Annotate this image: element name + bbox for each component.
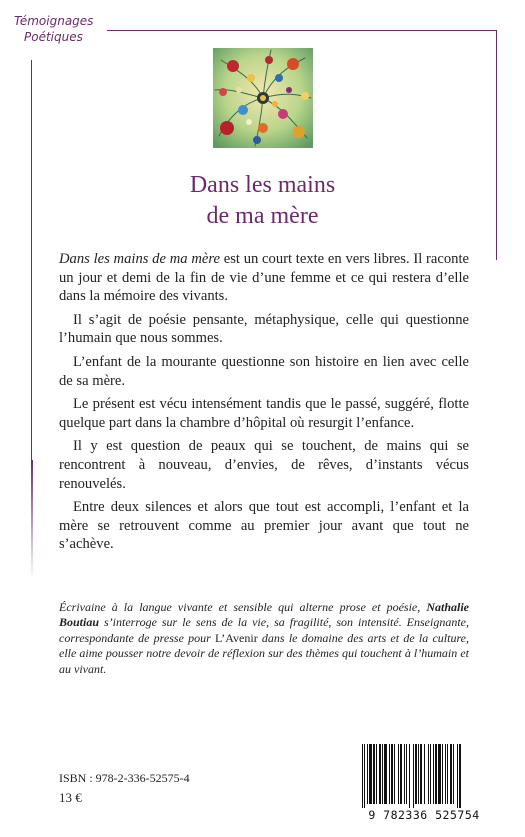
book-title	[0, 170, 525, 232]
barcode-bar	[389, 744, 390, 804]
author-name: Nathalie Boutiau	[59, 600, 469, 630]
barcode-bar	[413, 744, 414, 808]
collection-line-1: Témoignages	[14, 14, 94, 28]
barcode-bar	[457, 744, 458, 808]
book-title-line-1: Dans les mains	[189, 172, 336, 198]
barcode	[354, 742, 494, 824]
author-bio-part-1: Écrivaine à la langue vivante et sensible qui alterne prose et poésie,	[59, 600, 427, 614]
blurb-paragraph-4: Le présent est vécu intensément tandis que le passé, suggéré, flotte quelque part dans la chambre d’hôpital où resurgit l’enfance.	[59, 396, 469, 431]
blurb-paragraph-1-text: est un court texte en vers libres. Il raconte un jour et demi de la fin de vie d’une femme et ce qui restera d’elle dans la mémoire des vivants.	[59, 251, 469, 305]
barcode-bar	[420, 744, 422, 804]
barcode-bar	[459, 744, 461, 808]
book-title-line-2: de ma mère	[206, 203, 319, 229]
blurb-paragraph-3: L’enfant de la mourante questionne son histoire en lien avec celle de sa mère.	[59, 353, 469, 389]
barcode-bar	[362, 744, 363, 808]
barcode-bar	[400, 744, 402, 804]
barcode-bar	[398, 744, 399, 804]
barcode-bar	[433, 744, 434, 804]
barcode-bars	[354, 742, 494, 808]
barcode-bar	[384, 744, 387, 804]
author-bio	[59, 600, 469, 677]
barcode-bar	[435, 744, 437, 804]
blurb-paragraph-2: Il s’agit de poésie pensante, métaphysique, celle qui questionne l’humain que nous sommes.	[59, 311, 469, 347]
collection-name	[14, 13, 108, 45]
barcode-bar	[373, 744, 375, 804]
cover-illustration	[213, 48, 313, 148]
barcode-bar	[394, 744, 395, 804]
barcode-bar	[428, 744, 429, 804]
barcode-bar	[447, 744, 448, 804]
barcode-bar	[382, 744, 383, 804]
barcode-bar	[445, 744, 446, 804]
barcode-digits: 9 782336 525754	[368, 808, 480, 822]
barcode-bar	[406, 744, 407, 804]
barcode-bar	[391, 744, 393, 804]
blurb-paragraph-1	[59, 250, 469, 306]
barcode-bar	[404, 744, 405, 804]
barcode-bar	[379, 744, 381, 804]
author-bio-part-2: s’interroge sur le sens de la vie, sa fragilité, son intensité. Enseignante, correspondante de presse pour	[59, 615, 469, 645]
blurb-text	[59, 250, 469, 559]
barcode-bar	[438, 744, 441, 804]
barcode-bar	[409, 744, 410, 808]
blurb-paragraph-5: Il y est question de peaux qui se touchent, de mains qui se rencontrent à nouveau, d’envies, de rêves, d’instants vécus renouvelés.	[59, 438, 469, 492]
barcode-bar	[364, 744, 365, 808]
barcode-bar	[418, 744, 419, 804]
barcode-bar	[442, 744, 443, 804]
frame-line-left	[31, 60, 32, 460]
barcode-bar	[367, 744, 368, 804]
blurb-title-reference: Dans les mains de ma mère	[59, 251, 220, 267]
isbn: ISBN : 978-2-336-52575-4	[59, 771, 190, 785]
barcode-bar	[453, 744, 454, 804]
barcode-bar	[430, 744, 431, 804]
author-bio-part-3: dans le domaine des arts et de la culture, elle aime pousser notre devoir de réflexion sur des thèmes qui touchent à l’humain et au vivant.	[59, 630, 469, 676]
blurb-paragraph-6: Entre deux silences et alors que tout est accompli, l’enfant et la mère se retrouvent comme au premier jour avant que tout ne s’achève.	[59, 499, 469, 553]
barcode-bar	[450, 744, 452, 804]
barcode-bar	[415, 744, 417, 804]
price: 13 €	[59, 790, 82, 805]
frame-line-left-fade	[31, 460, 33, 580]
barcode-bar	[369, 744, 372, 804]
collection-line-2: Poétiques	[24, 30, 83, 44]
barcode-bar	[424, 744, 425, 804]
barcode-bar	[376, 744, 377, 804]
newspaper-name: L’Avenir	[215, 630, 258, 645]
frame-line-top	[107, 30, 497, 31]
